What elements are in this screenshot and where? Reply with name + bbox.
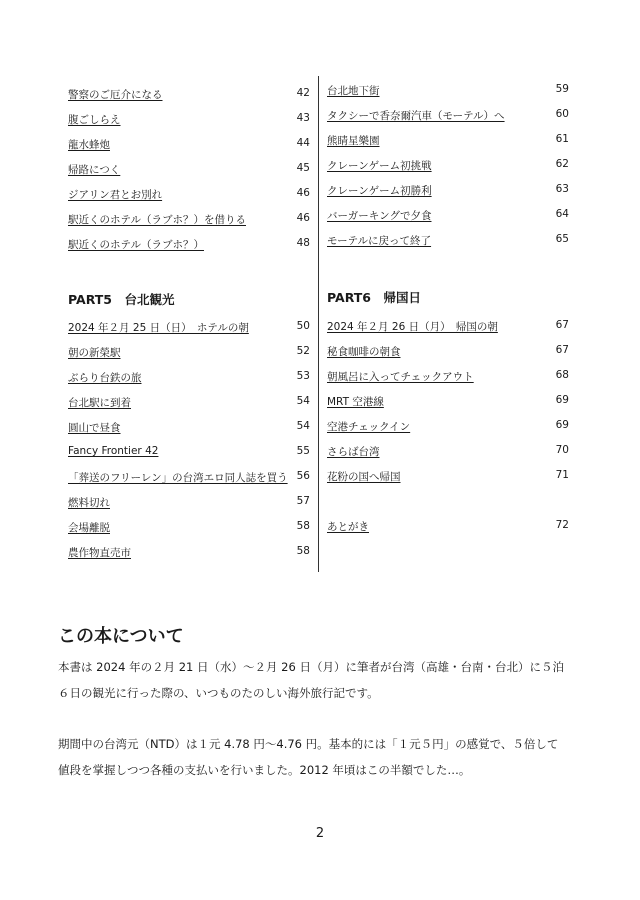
toc-entry[interactable] bbox=[68, 205, 310, 230]
toc-entry[interactable] bbox=[68, 388, 310, 413]
toc-entry-page: 53 bbox=[296, 370, 310, 382]
toc-entry-page: 63 bbox=[555, 183, 569, 195]
toc-entry[interactable] bbox=[327, 337, 569, 362]
toc-entry[interactable] bbox=[327, 176, 569, 201]
toc-entry-page: 68 bbox=[555, 369, 569, 381]
toc-entry[interactable] bbox=[68, 313, 310, 338]
toc-entry-page: 45 bbox=[296, 162, 310, 174]
toc-entry-title[interactable]: 「葬送のフリーレン」の台湾エロ同人誌を買う bbox=[68, 472, 288, 484]
toc-entry-title[interactable]: 帰路につく bbox=[68, 164, 121, 176]
toc-entry-title[interactable]: 朝の新榮駅 bbox=[68, 347, 121, 359]
toc-entry[interactable] bbox=[327, 387, 569, 412]
toc-entry-title[interactable]: 会場離脱 bbox=[68, 522, 110, 534]
toc-entry[interactable] bbox=[68, 180, 310, 205]
toc-entry-page: 62 bbox=[555, 158, 569, 170]
toc-entry-title[interactable]: 空港チェックイン bbox=[327, 421, 411, 433]
toc-entry[interactable] bbox=[68, 80, 310, 105]
toc-entry-title[interactable]: バーガーキングで夕食 bbox=[327, 210, 432, 222]
paragraph-1 bbox=[58, 654, 598, 706]
toc-entry-page: 59 bbox=[555, 83, 569, 95]
toc-entry-title[interactable]: モーテルに戻って終了 bbox=[327, 235, 432, 247]
toc-entry-page: 70 bbox=[555, 444, 569, 456]
toc-entry[interactable] bbox=[68, 105, 310, 130]
toc-entry[interactable] bbox=[68, 130, 310, 155]
toc-entry[interactable] bbox=[327, 76, 569, 101]
toc-entry-page: 72 bbox=[555, 519, 569, 531]
toc-entry-title[interactable]: 台北駅に到着 bbox=[68, 397, 131, 409]
toc-entry[interactable] bbox=[68, 338, 310, 363]
toc-entry[interactable] bbox=[68, 363, 310, 388]
toc-entry-page: 44 bbox=[296, 137, 310, 149]
toc-entry-title[interactable]: 熊睛星樂園 bbox=[327, 135, 380, 147]
toc-entry-page: 46 bbox=[296, 187, 310, 199]
toc-entry[interactable] bbox=[327, 437, 569, 462]
toc-entry-title[interactable]: ジアリン君とお別れ bbox=[68, 189, 163, 201]
toc-entry[interactable] bbox=[327, 101, 569, 126]
toc-entry-page: 54 bbox=[296, 420, 310, 432]
toc-entry-page: 60 bbox=[555, 108, 569, 120]
toc-entry-page: 71 bbox=[555, 469, 569, 481]
toc-entry-page: 50 bbox=[296, 320, 310, 332]
column-divider bbox=[318, 76, 319, 572]
toc-entry-page: 55 bbox=[296, 445, 310, 457]
toc-entry[interactable] bbox=[327, 151, 569, 176]
paragraph-1-line-2: ６日の観光に行った際の、いつものたのしい海外旅行記です。 bbox=[58, 686, 379, 700]
toc-entry-page: 56 bbox=[296, 470, 310, 482]
toc-entry-title[interactable]: 龍水蜂炮 bbox=[68, 139, 110, 151]
paragraph-1-line-1: 本書は 2024 年の２月 21 日（水）～２月 26 日（月）に筆者が台湾（高雄・台南・台北）に５泊 bbox=[58, 660, 564, 674]
toc-entry-page: 54 bbox=[296, 395, 310, 407]
toc-entry-page: 67 bbox=[555, 319, 569, 331]
toc-entry-page: 67 bbox=[555, 344, 569, 356]
toc-entry-title[interactable]: 警察のご厄介になる bbox=[68, 89, 163, 101]
toc-entry-title[interactable]: MRT 空港線 bbox=[327, 396, 384, 408]
toc-entry-page: 64 bbox=[555, 208, 569, 220]
toc-entry[interactable] bbox=[68, 538, 310, 563]
toc-entry-title[interactable]: 燃料切れ bbox=[68, 497, 110, 509]
toc-entry-title[interactable]: 秘食咖啡の朝食 bbox=[327, 346, 401, 358]
toc-entry-page: 69 bbox=[555, 394, 569, 406]
toc-entry-page: 48 bbox=[296, 237, 310, 249]
toc-entry-title[interactable]: さらば台湾 bbox=[327, 446, 380, 458]
toc-entry-title[interactable]: 農作物直売市 bbox=[68, 547, 131, 559]
toc-entry-page: 42 bbox=[296, 87, 310, 99]
toc-entry[interactable] bbox=[327, 312, 569, 337]
toc-entry[interactable] bbox=[327, 226, 569, 251]
toc-entry-afterword[interactable] bbox=[327, 512, 569, 537]
toc-entry[interactable] bbox=[327, 201, 569, 226]
toc-entry[interactable] bbox=[327, 362, 569, 387]
paragraph-2 bbox=[58, 731, 598, 783]
toc-entry-title[interactable]: 朝風呂に入ってチェックアウト bbox=[327, 371, 474, 383]
toc-entry-page: 58 bbox=[296, 545, 310, 557]
toc-entry[interactable] bbox=[327, 412, 569, 437]
toc-entry-title[interactable]: ぶらり台鉄の旅 bbox=[68, 372, 142, 384]
part5-title: PART5 台北観光 bbox=[68, 292, 175, 307]
toc-entry-title[interactable]: 花粉の国へ帰国 bbox=[327, 471, 401, 483]
toc-entry[interactable] bbox=[68, 513, 310, 538]
toc-entry-title[interactable]: 駅近くのホテル（ラブホ？）を借りる bbox=[68, 214, 246, 226]
paragraph-2-line-2: 値段を掌握しつつ各種の支払いを行いました。2012 年頃はこの半額でした…。 bbox=[58, 763, 471, 777]
toc-entry-page: 69 bbox=[555, 419, 569, 431]
toc-entry-title[interactable]: 台北地下街 bbox=[327, 85, 380, 97]
toc-entry-title[interactable]: クレーンゲーム初勝利 bbox=[327, 185, 432, 197]
toc-entry-page: 46 bbox=[296, 212, 310, 224]
toc-entry-title[interactable]: あとがき bbox=[327, 521, 369, 533]
section-heading: この本について bbox=[58, 626, 184, 647]
toc-entry-page: 52 bbox=[296, 345, 310, 357]
page-number: 2 bbox=[315, 826, 325, 841]
paragraph-2-line-1: 期間中の台湾元（NTD）は１元 4.78 円～4.76 円。基本的には「１元５円」の感覚で、５倍して bbox=[58, 737, 559, 751]
toc-entry-title[interactable]: 腹ごしらえ bbox=[68, 114, 121, 126]
table-of-contents bbox=[0, 76, 640, 576]
toc-entry-title[interactable]: 2024 年２月 25 日（日） ホテルの朝 bbox=[68, 322, 249, 334]
toc-entry[interactable] bbox=[68, 413, 310, 438]
toc-entry-page: 65 bbox=[555, 233, 569, 245]
toc-entry-title[interactable]: 駅近くのホテル（ラブホ？） bbox=[68, 239, 204, 251]
toc-entry-page: 61 bbox=[555, 133, 569, 145]
toc-entry-title[interactable]: クレーンゲーム初挑戦 bbox=[327, 160, 432, 172]
toc-entry-title[interactable]: 圓山で昼食 bbox=[68, 422, 121, 434]
toc-entry[interactable] bbox=[68, 463, 310, 488]
toc-entry[interactable] bbox=[327, 126, 569, 151]
toc-entry-page: 57 bbox=[296, 495, 310, 507]
toc-entry[interactable] bbox=[327, 462, 569, 487]
part6-title: PART6 帰国日 bbox=[327, 290, 421, 305]
toc-entry[interactable] bbox=[68, 230, 310, 255]
toc-entry-page: 43 bbox=[296, 112, 310, 124]
toc-entry[interactable] bbox=[68, 488, 310, 513]
toc-entry-title[interactable]: タクシーで香奈爾汽車（モーテル）へ bbox=[327, 110, 505, 122]
toc-entry[interactable] bbox=[68, 155, 310, 180]
toc-entry-title[interactable]: Fancy Frontier 42 bbox=[68, 445, 159, 457]
toc-entry[interactable] bbox=[68, 438, 310, 463]
toc-entry-title[interactable]: 2024 年２月 26 日（月） 帰国の朝 bbox=[327, 321, 498, 333]
toc-entry-page: 58 bbox=[296, 520, 310, 532]
